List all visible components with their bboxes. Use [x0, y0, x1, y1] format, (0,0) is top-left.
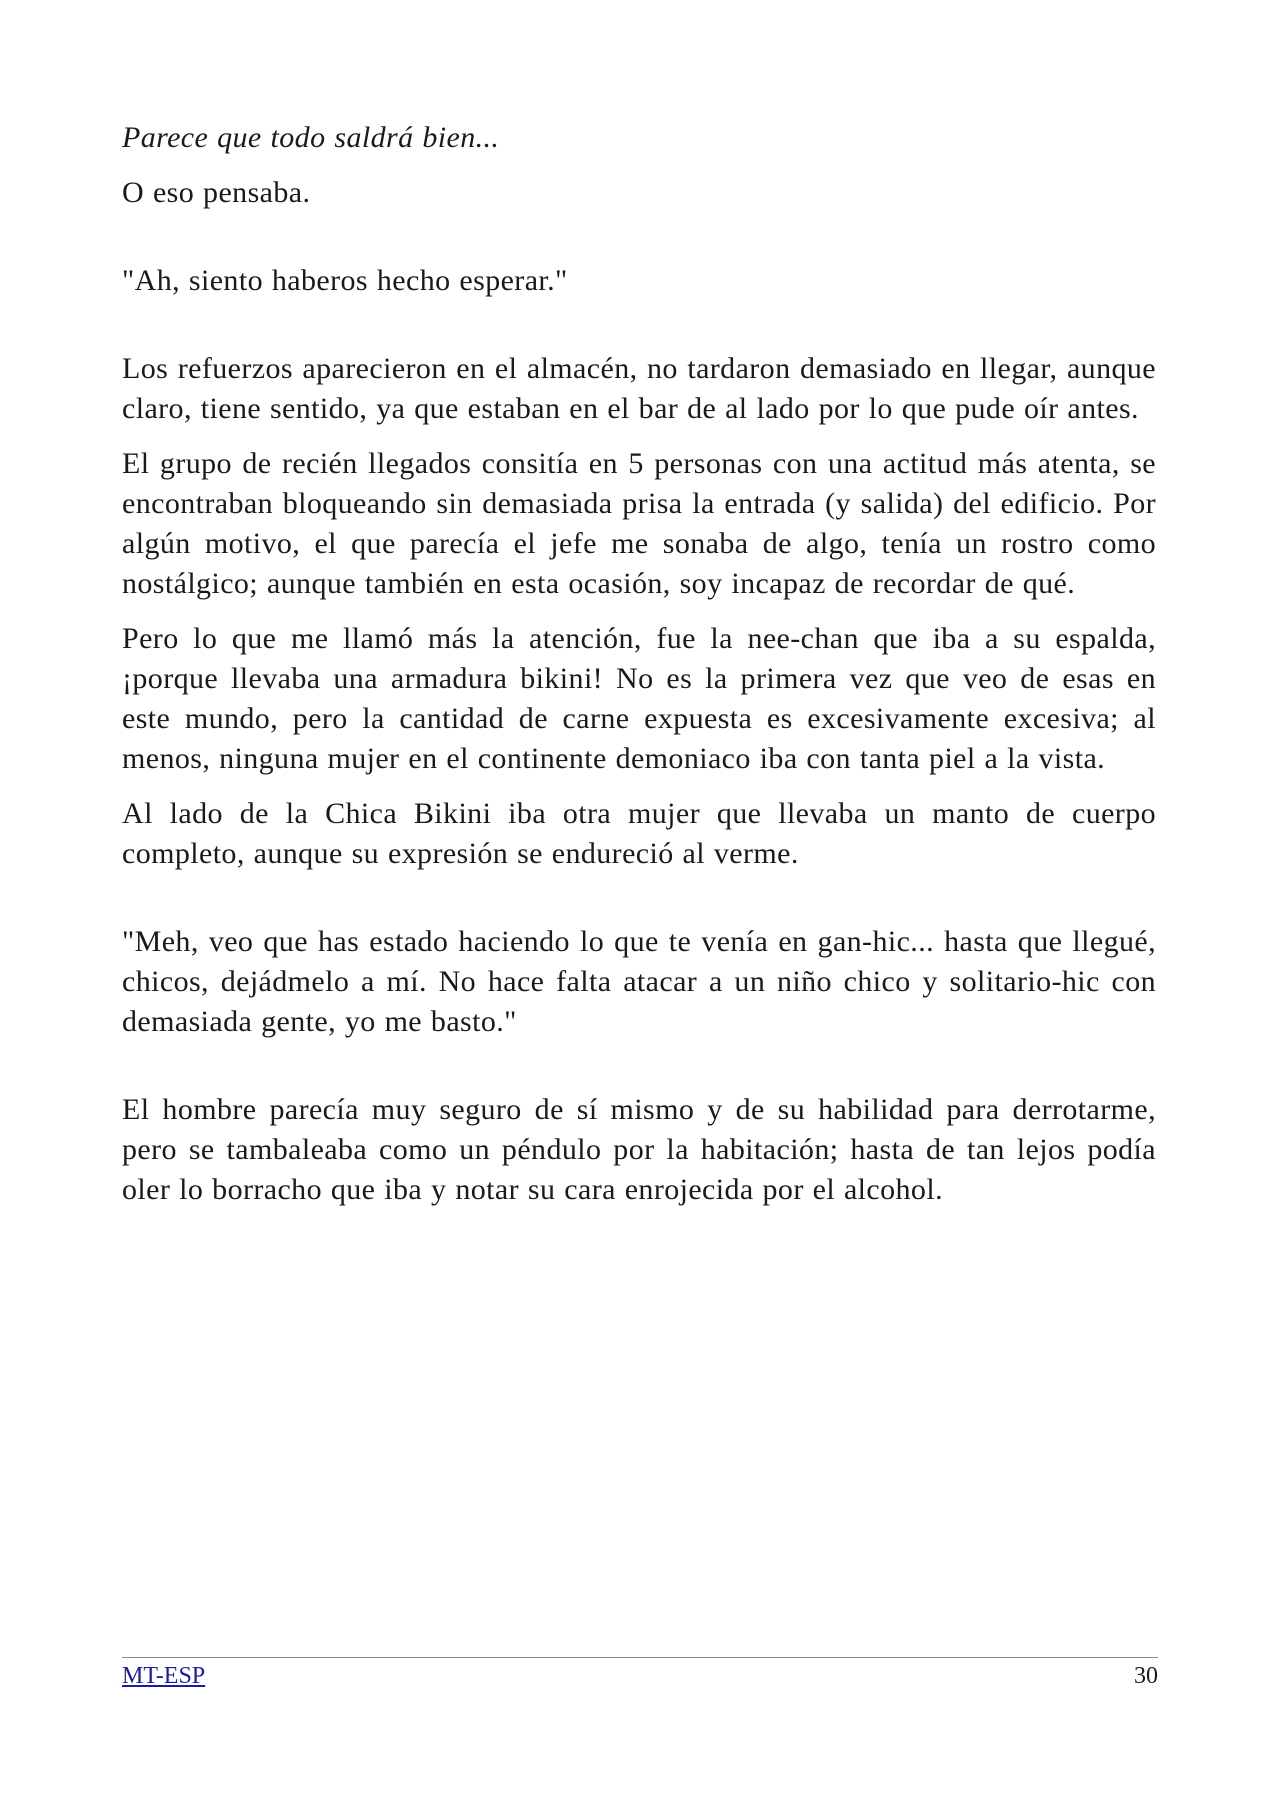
- paragraph: O eso pensaba.: [122, 176, 311, 209]
- paragraph-thought: Parece que todo saldrá bien...: [122, 121, 500, 154]
- paragraph: Al lado de la Chica Bikini iba otra mujer que llevaba un manto de cuerpo completo, aunque su expresión se endureció al verme.: [122, 797, 1156, 870]
- paragraph: El grupo de recién llegados consitía en 5 personas con una actitud más atenta, se encontraban bloqueando sin demasiada prisa la entrada (y salida) del edificio. Por algún motivo, el que parecía el jefe me sonaba de algo, tenía un rostro como nostálgico; aunque también en esta ocasión, soy incapaz de recordar de qué.: [122, 447, 1156, 600]
- footer-divider: [122, 1657, 1158, 1658]
- page-number: 30: [1134, 1663, 1158, 1689]
- footer-link-source[interactable]: MT-ESP: [122, 1663, 206, 1689]
- page-footer: [122, 1660, 1158, 1692]
- paragraph-dialogue: "Meh, veo que has estado haciendo lo que te venía en gan-hic... hasta que llegué, chicos, dejádmelo a mí. No hace falta atacar a un niño chico y solitario-hic con demasiada gente, yo me basto.": [122, 925, 1156, 1038]
- paragraph: Pero lo que me llamó más la atención, fue la nee-chan que iba a su espalda, ¡porque llevaba una armadura bikini! No es la primera vez que veo de esas en este mundo, pero la cantidad de carne expuesta es excesivamente excesiva; al menos, ninguna mujer en el continente demoniaco iba con tanta piel a la vista.: [122, 622, 1156, 775]
- paragraph-dialogue: "Ah, siento haberos hecho esperar.": [122, 264, 568, 297]
- paragraph: El hombre parecía muy seguro de sí mismo y de su habilidad para derrotarme, pero se tambaleaba como un péndulo por la habitación; hasta de tan lejos podía oler lo borracho que iba y notar su cara enrojecida por el alcohol.: [122, 1093, 1156, 1206]
- page-content: [122, 118, 1156, 1210]
- paragraph: Los refuerzos aparecieron en el almacén, no tardaron demasiado en llegar, aunque claro, tiene sentido, ya que estaban en el bar de al lado por lo que pude oír antes.: [122, 352, 1156, 425]
